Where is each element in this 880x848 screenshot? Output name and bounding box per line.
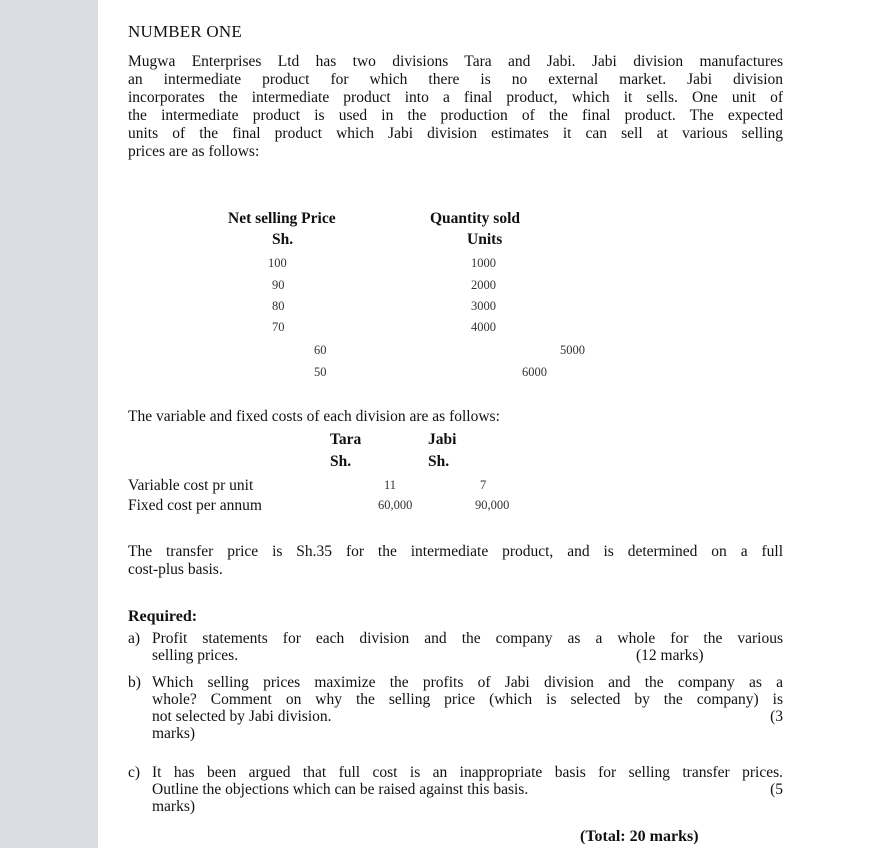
intro-line: prices are as follows: bbox=[128, 143, 260, 160]
requirement-text: Outline the objections which can be raised against this basis. bbox=[152, 781, 529, 798]
cost-row-label: Fixed cost per annum bbox=[128, 497, 262, 514]
requirement-line bbox=[152, 647, 783, 664]
requirement-line: whole? Comment on why the selling price (which is selected by the company) is bbox=[152, 691, 783, 708]
requirement-marks-continued: marks) bbox=[152, 798, 196, 815]
total-marks: (Total: 20 marks) bbox=[580, 828, 699, 845]
intro-line: units of the final product which Jabi division estimates it can sell at various selling bbox=[128, 125, 783, 142]
transfer-line: cost-plus basis. bbox=[128, 561, 223, 578]
price-value: 50 bbox=[314, 365, 327, 379]
jabi-column-header: Jabi bbox=[428, 431, 457, 448]
requirement-b bbox=[128, 674, 783, 744]
quantity-value: 6000 bbox=[522, 365, 547, 379]
quantity-value: 1000 bbox=[471, 256, 496, 270]
price-value: 80 bbox=[272, 299, 285, 313]
jabi-cost-value: 7 bbox=[480, 478, 487, 492]
quantity-value: 4000 bbox=[471, 320, 496, 334]
requirement-letter: c) bbox=[128, 764, 141, 781]
quantity-value: 5000 bbox=[560, 343, 585, 357]
transfer-price-paragraph bbox=[128, 543, 783, 579]
requirement-line bbox=[152, 708, 783, 725]
intro-line: the intermediate product is used in the production of the final product. The expected bbox=[128, 107, 783, 124]
requirement-marks-continued: marks) bbox=[152, 725, 196, 742]
requirement-line: It has been argued that full cost is an inappropriate basis for selling transfer prices. bbox=[152, 764, 783, 781]
requirement-text: selling prices. bbox=[152, 647, 239, 664]
intro-line: an intermediate product for which there is no external market. Jabi division bbox=[128, 71, 783, 88]
price-value: 60 bbox=[314, 343, 327, 357]
quantity-column-unit: Units bbox=[467, 231, 503, 248]
tara-column-header: Tara bbox=[330, 431, 362, 448]
jabi-cost-value: 90,000 bbox=[475, 498, 510, 512]
quantity-value: 2000 bbox=[471, 278, 496, 292]
tara-column-unit: Sh. bbox=[330, 453, 352, 470]
requirement-marks: (12 marks) bbox=[636, 647, 704, 664]
price-column-unit: Sh. bbox=[272, 231, 294, 248]
requirement-line bbox=[152, 781, 783, 798]
price-value: 100 bbox=[268, 256, 287, 270]
requirement-line: Profit statements for each division and the company as a whole for the various bbox=[152, 630, 783, 647]
requirement-marks: (5 bbox=[770, 781, 783, 798]
requirement-c bbox=[128, 764, 783, 818]
price-value: 90 bbox=[272, 278, 285, 292]
price-value: 70 bbox=[272, 320, 285, 334]
transfer-line: The transfer price is Sh.35 for the intermediate product, and is determined on a full bbox=[128, 543, 783, 560]
requirement-marks: (3 bbox=[770, 708, 783, 725]
tara-cost-value: 60,000 bbox=[378, 498, 413, 512]
quantity-column-header: Quantity sold bbox=[430, 210, 521, 227]
intro-line: incorporates the intermediate product into a final product, which it sells. One unit of bbox=[128, 89, 783, 106]
requirement-line: Which selling prices maximize the profits of Jabi division and the company as a bbox=[152, 674, 783, 691]
requirement-a bbox=[128, 630, 783, 666]
jabi-column-unit: Sh. bbox=[428, 453, 450, 470]
intro-line: Mugwa Enterprises Ltd has two divisions Tara and Jabi. Jabi division manufactures bbox=[128, 53, 783, 70]
requirement-letter: b) bbox=[128, 674, 141, 691]
intro-paragraph bbox=[128, 53, 783, 161]
cost-row-label: Variable cost pr unit bbox=[128, 477, 254, 494]
requirement-text: not selected by Jabi division. bbox=[152, 708, 332, 725]
question-heading: NUMBER ONE bbox=[128, 22, 242, 41]
price-column-header: Net selling Price bbox=[228, 210, 336, 227]
tara-cost-value: 11 bbox=[384, 478, 397, 492]
cost-table-intro: The variable and fixed costs of each division are as follows: bbox=[128, 408, 500, 425]
required-heading: Required: bbox=[128, 608, 198, 625]
requirement-letter: a) bbox=[128, 630, 141, 647]
quantity-value: 3000 bbox=[471, 299, 496, 313]
